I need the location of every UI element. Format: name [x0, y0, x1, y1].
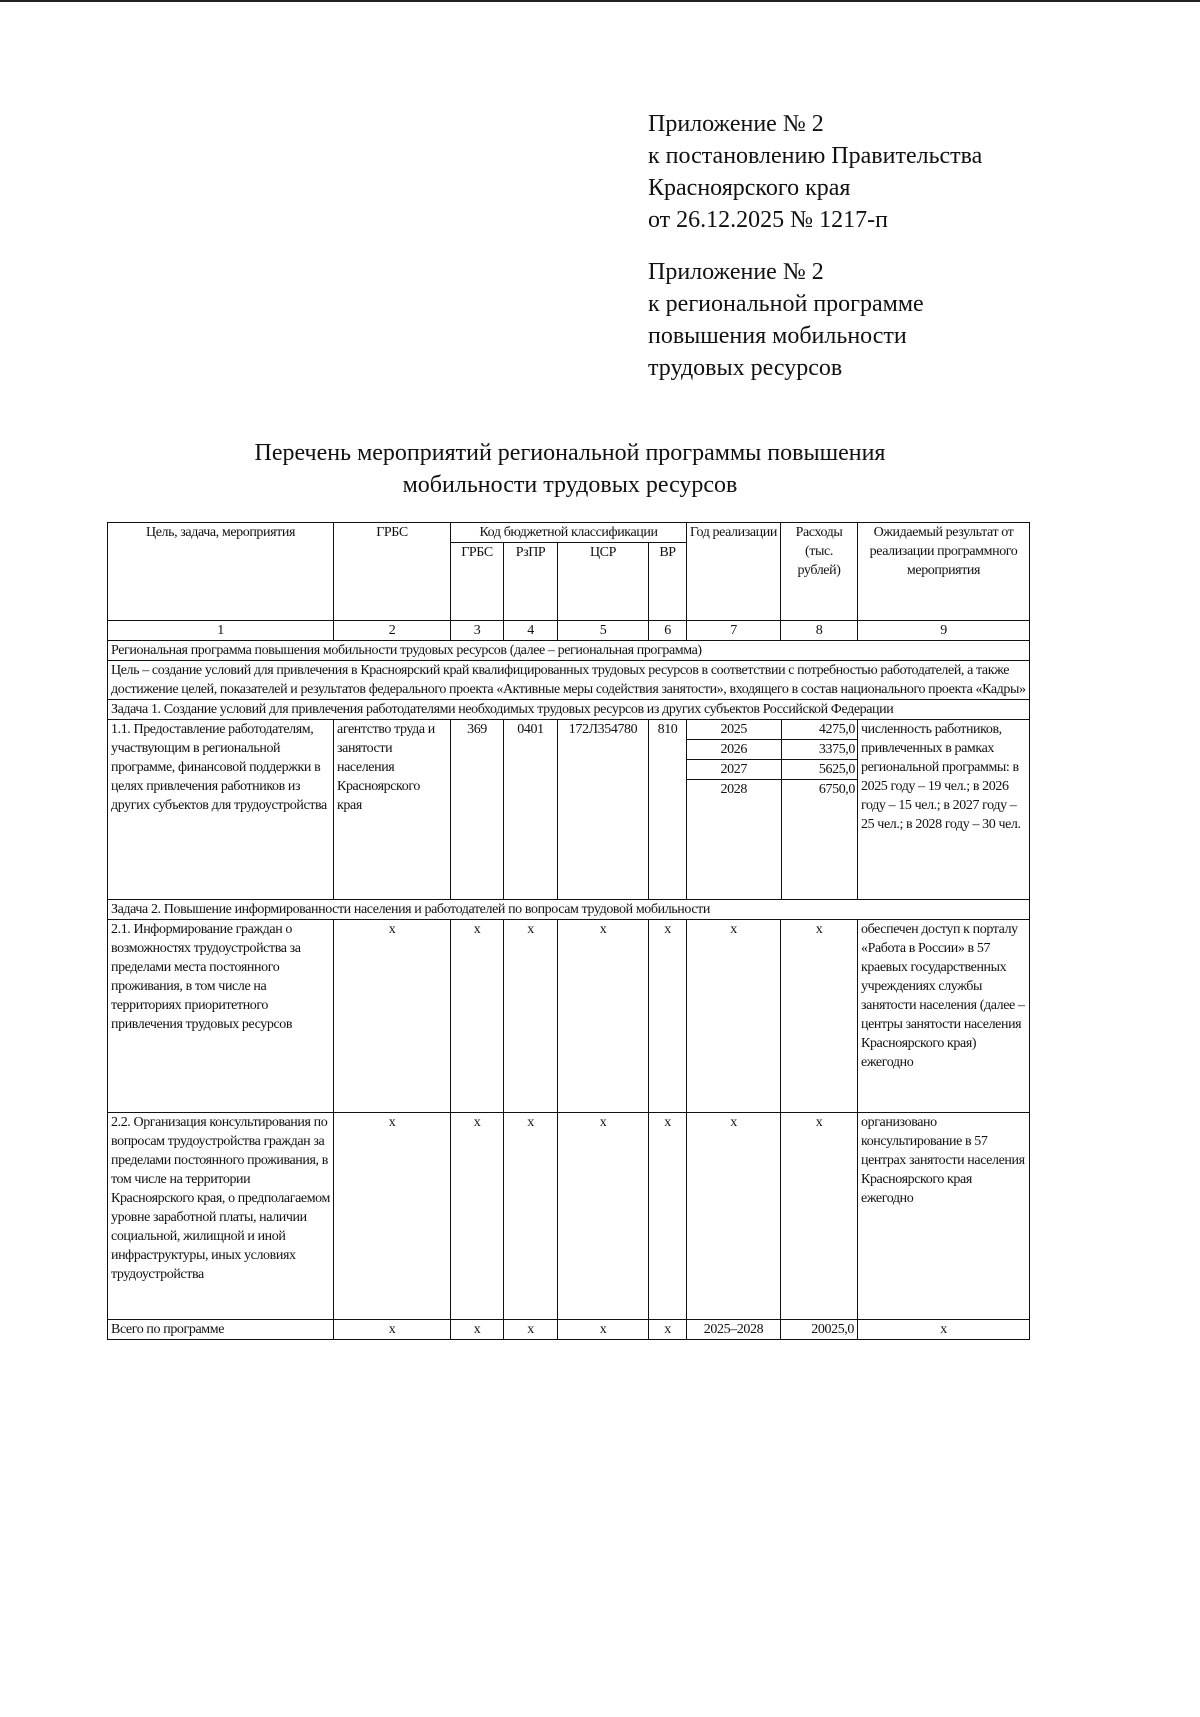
column-numbers-row: [108, 621, 1030, 641]
header-grbs: ГРБС: [451, 543, 504, 621]
x-mark: x: [781, 920, 858, 1113]
header-kbk: Код бюджетной классификации: [451, 523, 687, 543]
grbs-name: агентство труда и занятости населения Красноярского края: [334, 720, 451, 900]
measure-name: 2.2. Организация консультирования по вопросам трудоустройства граждан за пределами постоянного проживания, в том числе на территории Красноярского края, о предполагаемом уровне заработной платы, наличии социальной, жилищной и иной инфраструктуры, иных условиях трудоустройства: [108, 1113, 334, 1320]
x-mark: x: [451, 1113, 504, 1320]
goal-row: Цель – создание условий для привлечения в Красноярский край квалифицированных трудовых ресурсов в соответствии с потребностью работодателей, а также достижение целей, показателей и результатов федерального проекта «Активные меры содействия занятости», входящего в состав национального проекта «Кадры»: [108, 661, 1030, 700]
column-number: 5: [558, 621, 649, 641]
amount: 6750,0: [818, 782, 855, 797]
appendix-line: Приложение № 2: [648, 111, 824, 137]
x-mark: x: [334, 1320, 451, 1340]
x-mark: x: [649, 1320, 687, 1340]
amount: 3375,0: [781, 740, 858, 760]
x-mark: x: [649, 920, 687, 1113]
appendix-line: к постановлению Правительства: [648, 143, 983, 169]
expected-result: обеспечен доступ к порталу «Работа в России» в 57 краевых государственных учреждениях службы занятости населения (далее – центры занятости населения Красноярского края) ежегодно: [858, 920, 1030, 1113]
column-number: 3: [451, 621, 504, 641]
amount: 5625,0: [781, 760, 858, 780]
x-mark: x: [558, 920, 649, 1113]
x-mark: x: [334, 1113, 451, 1320]
header-year: Год реализации: [687, 523, 781, 621]
column-number: 8: [781, 621, 858, 641]
header-rzpr: РзПР: [504, 543, 558, 621]
grbs-code: 369: [451, 720, 504, 900]
year: 2026: [687, 740, 781, 760]
table-row-2-1: [108, 920, 1030, 1113]
x-mark: x: [649, 1113, 687, 1320]
x-mark: x: [451, 920, 504, 1113]
x-mark: x: [504, 1113, 558, 1320]
x-mark: x: [558, 1113, 649, 1320]
header-goal: Цель, задача, мероприятия: [108, 523, 334, 621]
appendix-line: Красноярского края: [648, 175, 851, 201]
x-mark: x: [451, 1320, 504, 1340]
year: 2028: [687, 780, 781, 800]
appendix-line: Приложение № 2: [648, 259, 824, 285]
csr-code: 172Л354780: [558, 720, 649, 900]
x-mark: x: [687, 1113, 781, 1320]
scan-top-edge: [0, 0, 1200, 2]
task2-row: Задача 2. Повышение информированности населения и работодателей по вопросам трудовой мобильности: [108, 900, 1030, 920]
title-line: мобильности трудовых ресурсов: [402, 472, 738, 498]
column-number: 6: [649, 621, 687, 641]
table-row-1-1: [108, 720, 1030, 900]
column-number: 7: [687, 621, 781, 641]
x-mark: x: [504, 1320, 558, 1340]
document-title: [110, 437, 1030, 501]
x-mark: x: [504, 920, 558, 1113]
x-mark: x: [558, 1320, 649, 1340]
header-expenses: Расходы (тыс. рублей): [781, 523, 858, 621]
x-mark: x: [858, 1320, 1030, 1340]
appendix-line: от 26.12.2025 № 1217-п: [648, 207, 888, 233]
column-number: 4: [504, 621, 558, 641]
expected-result: организовано консультирование в 57 центрах занятости населения Красноярского края ежегодно: [858, 1113, 1030, 1320]
table-row-2-2: [108, 1113, 1030, 1320]
expected-result: численность работников, привлеченных в рамках региональной программы: в 2025 году – 19 чел.; в 2026 году – 15 чел.; в 2027 году – 25 чел.; в 2028 году – 30 чел.: [858, 720, 1030, 900]
appendix-line: повышения мобильности: [648, 323, 907, 349]
appendix-line: к региональной программе: [648, 291, 924, 317]
header-csr: ЦСР: [558, 543, 649, 621]
rzpr-code: 0401: [504, 720, 558, 900]
measure-name: 2.1. Информирование граждан о возможностях трудоустройства за пределами места постоянного проживания, в том числе на территориях приоритетного привлечения трудовых ресурсов: [108, 920, 334, 1113]
column-number: 1: [108, 621, 334, 641]
year: 2027: [687, 760, 781, 780]
total-label: Всего по программе: [108, 1320, 334, 1340]
total-row: [108, 1320, 1030, 1340]
year: 2025: [687, 720, 781, 740]
header-result: Ожидаемый результат от реализации программного мероприятия: [858, 523, 1030, 621]
vr-code: 810: [649, 720, 687, 900]
task1-row: Задача 1. Создание условий для привлечения работодателями необходимых трудовых ресурсов из других субъектов Российской Федерации: [108, 700, 1030, 720]
x-mark: x: [781, 1113, 858, 1320]
program-row: Региональная программа повышения мобильности трудовых ресурсов (далее – региональная программа): [108, 641, 1030, 661]
header-row: [108, 523, 1030, 543]
column-number: 2: [334, 621, 451, 641]
header-vr: ВР: [649, 543, 687, 621]
total-amount: 20025,0: [781, 1320, 858, 1340]
appendix-header-decree: [648, 108, 982, 236]
title-line: Перечень мероприятий региональной программы повышения: [254, 440, 886, 466]
total-years: 2025–2028: [687, 1320, 781, 1340]
measures-table: [107, 522, 1030, 1340]
x-mark: x: [334, 920, 451, 1113]
measure-name: 1.1. Предоставление работодателям, участвующим в региональной программе, финансовой поддержки в целях привлечения работников из других субъектов для трудоустройства: [108, 720, 334, 900]
x-mark: x: [687, 920, 781, 1113]
amount: 4275,0: [781, 720, 858, 740]
years-amounts: [687, 720, 858, 900]
appendix-header-program: [648, 256, 924, 384]
appendix-line: трудовых ресурсов: [648, 355, 843, 381]
column-number: 9: [858, 621, 1030, 641]
header-grbs-name: ГРБС: [334, 523, 451, 621]
